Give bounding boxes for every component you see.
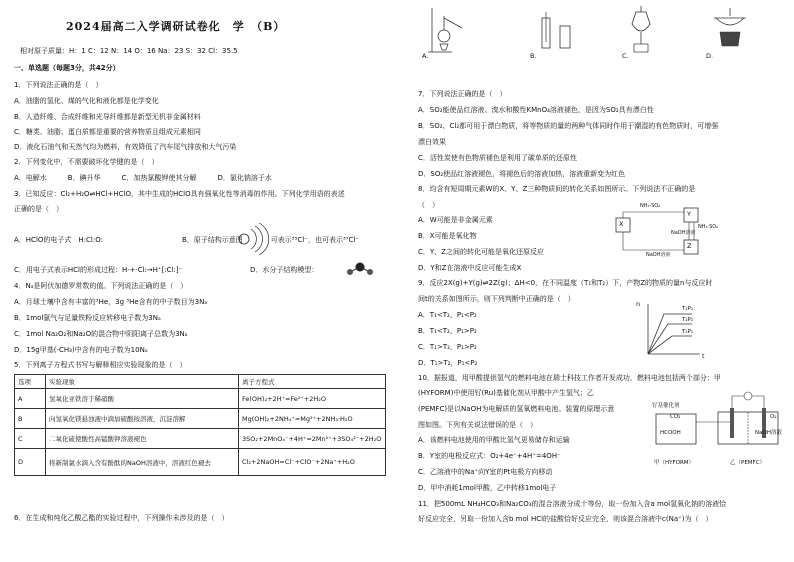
q8-option-a: A．W可能是非金属元素	[418, 216, 493, 224]
q1-option-d: D．液化石油气和天然气均为燃料，有效降低了汽车尾气排放和大气污染	[14, 143, 237, 151]
table-cell: D	[15, 449, 46, 476]
q10-option-b: B．Y室的电极反应式：O₂+4e⁻+4H⁺=4OH⁻	[418, 452, 561, 460]
q9-option-b: B．T₁<T₂，P₁>P₂	[418, 327, 477, 335]
apparatus-d-evaporation	[710, 6, 750, 50]
fig9-curve-label: T₂P₁	[682, 306, 694, 312]
q3-stem: 3．已知反应：Cl₂+H₂O⇌HCl+HClO，其中生成的HClO具有强氧化性等消毒的作用。下列化学用语的表述	[14, 190, 345, 198]
q7-option-a: A．SO₂能使品红溶液、溴水和酸性KMnO₄溶液褪色，是因为SO₂具有漂白性	[418, 106, 654, 114]
q9-option-c: C．T₁>T₂，P₁>P₂	[418, 343, 477, 351]
q9-stem: 9．反应2X(g)+Y(g)⇌2Z(g)；ΔH<0，在不同温度（T₁和T₂）下，产物Z的物质的量n与反应时	[418, 279, 713, 287]
paper-title: 2024届高二入学调研试卷化 学 （B）	[66, 20, 286, 33]
fig9-curve-label: T₂P₂	[682, 317, 694, 323]
fig8-label-mid: NaOH溶液	[671, 230, 696, 236]
table-cell: 氢氧化亚铁溶于稀硝酸	[46, 389, 239, 409]
apparatus-c-separatory-funnel	[628, 4, 654, 54]
table-row	[15, 389, 386, 409]
fig8-label-x: X	[619, 220, 624, 228]
q10-stem-cont1: (HYFORM)中使用钌(Ru)基催化剂从甲酸中产生氢气；乙	[418, 389, 594, 397]
q8-option-c: C．Y、Z之间的转化可能是氧化还原反应	[418, 248, 544, 256]
section-title: 一、单选题（每题3分，共42分）	[14, 64, 120, 72]
q10-stem-cont2: (PEMFC)是以NaOH为电解质的氢氧燃料电池。装置的原理示意	[418, 405, 615, 413]
table-cell: B	[15, 409, 46, 429]
table-cell: 向氢氧化镁悬浊液中滴加硫酸铵溶液，沉淀溶解	[46, 409, 239, 429]
q5-table	[14, 374, 386, 476]
table-header-row	[15, 375, 386, 389]
q7-option-c: C．活性炭使有色物质褪色是利用了碳单质的还原性	[418, 154, 577, 162]
q4-option-b: B．1mol氯气与足量铁粉反应转移电子数为3Nₐ	[14, 314, 161, 322]
q5-stem: 5．下列离子方程式书写与解释相应实验现象的是（ ）	[14, 361, 187, 369]
table-cell: Cl₂+2NaOH=Cl⁻+ClO⁻+2Na⁺+H₂O	[239, 449, 386, 476]
q7-option-b-cont: 漂白效果	[418, 138, 446, 146]
q11-stem: 11．把500mL NH₄HCO₃和Na₂CO₃的混合溶液分成十等份，取一份加入含a mol氢氧化钠的溶液恰	[418, 500, 727, 508]
q6-stem: 6．在生成和纯化乙酸乙酯的实验过程中，下列操作未涉及的是（ ）	[14, 514, 229, 522]
fig10-yi-label: 乙（PEMFC）	[730, 460, 766, 466]
q9-stem-cont: 间t的关系如图所示，则下列判断中正确的是（ ）	[418, 295, 575, 303]
q8-conversion-diagram	[614, 204, 714, 258]
apparatus-label: C.	[622, 52, 629, 60]
q2-options: A．电解水 B．碘升华 C．加热氯酸钾使其分解 D．氯化钠溶于水	[14, 174, 272, 182]
table-cell: 将新制氯水滴入含有酚酞的NaOH溶液中，溶液红色褪去	[46, 449, 239, 476]
q10-option-a: A．该燃料电池使用的甲酸比氢气更易储存和运输	[418, 436, 570, 444]
q1-stem: 1．下列说法正确的是（ ）	[14, 81, 103, 89]
left-column	[14, 0, 386, 562]
q2-stem: 2．下列变化中，不需要破坏化学键的是（ ）	[14, 158, 159, 166]
table-cell: 二氧化硫使酸性高锰酸钾溶液褪色	[46, 429, 239, 449]
q1-option-b: B．人造纤维、合成纤维和光导纤维都是新型无机非金属材料	[14, 113, 201, 121]
q8-option-d: D．Y和Z在溶液中反应可能生成X	[418, 264, 522, 272]
water-molecule-model	[344, 262, 376, 276]
right-column	[418, 0, 790, 562]
q10-fuel-cell-diagram	[650, 388, 786, 456]
table-header: 离子方程式	[239, 375, 386, 389]
fig9-axis-y: n	[636, 300, 641, 308]
q4-option-d: D．15g甲基(-CH₃)中含有的电子数为10Nₐ	[14, 346, 148, 354]
q9-option-d: D．T₁>T₂，P₁<P₂	[418, 359, 478, 367]
q7-stem: 7．下列说法正确的是（ ）	[418, 90, 507, 98]
q10-option-c: C．乙溶液中的Na⁺向Y室的Pt电极方向移动	[418, 468, 553, 476]
fig8-label-top: NH₃·SO₂	[640, 203, 661, 209]
fig9-curve-label: T₁P₁	[682, 329, 694, 335]
q1-option-c: C．糖类、油脂、蛋白质都是重要的营养物质且组成元素相同	[14, 128, 201, 136]
q7-option-d: D．SO₂使品红溶液褪色，将褪色后的溶液加热，溶液重新变为红色	[418, 170, 626, 178]
table-cell: Fe(OH)₂+2H⁺=Fe²⁺+2H₂O	[239, 389, 386, 409]
table-row	[15, 449, 386, 476]
atomic-masses: 相对原子质量：H：1 C：12 N：14 O：16 Na：23 S：32 Cl：35.5	[20, 47, 238, 55]
q3-stem-cont: 正确的是（ ）	[14, 205, 63, 213]
table-header: 实验现象	[46, 375, 239, 389]
table-cell: Mg(OH)₂+2NH₄⁺=Mg²⁺+2NH₃·H₂O	[239, 409, 386, 429]
fig10-o2-label: O₂	[770, 414, 777, 420]
q8-stem: 8．均含有短周期元素W的X、Y、Z三种物质间的转化关系如图所示。下列说法不正确的是	[418, 185, 696, 193]
q1-option-a: A．油脂的氢化、煤的气化和液化都是化学变化	[14, 97, 159, 105]
q10-option-d: D．甲中消耗1mol甲酸，乙中转移1mol电子	[418, 484, 557, 492]
q8-option-b: B．X可能是氧化物	[418, 232, 477, 240]
atom-structure-diagram	[232, 220, 268, 256]
q4-option-a: A．月球土壤中含有丰富的³He，3g ³He含有的中子数目为3Nₐ	[14, 298, 208, 306]
q8-stem-cont: （ ）	[418, 201, 439, 209]
fig10-hcooh-label: HCOOH	[660, 430, 681, 436]
q3-option-b: B．原子结构示意图 可表示³⁵Cl⁻，也可表示³⁷Cl⁻	[182, 236, 360, 244]
q9-option-a: A．T₁<T₂，P₁<P₂	[418, 311, 477, 319]
table-row	[15, 409, 386, 429]
apparatus-a-distillation	[426, 6, 466, 54]
table-row	[15, 429, 386, 449]
table-cell: C	[15, 429, 46, 449]
fig10-jia-label: 甲（HYFORM）	[654, 460, 695, 466]
q4-option-c: C．1mol Na₂O₂和Na₂O的混合物中阴阳离子总数为3Nₐ	[14, 330, 188, 338]
table-cell: A	[15, 389, 46, 409]
q3-option-d: D．水分子结构模型：	[250, 266, 319, 274]
apparatus-label: A.	[422, 52, 429, 60]
q10-stem-cont3: 图如图。下列有关说法错误的是（ ）	[418, 421, 537, 429]
q4-stem: 4．Nₐ是阿伏加德罗常数的值。下列说法正确的是（ ）	[14, 282, 188, 290]
table-cell: 3SO₂+2MnO₄⁻+4H⁺=2Mn²⁺+3SO₄²⁻+2H₂O	[239, 429, 386, 449]
fig10-naoh-label: NaOH溶液	[755, 430, 782, 436]
fig10-co2-label: CO₂	[670, 414, 681, 420]
apparatus-label: D.	[706, 52, 714, 60]
fig8-label-z: Z	[687, 242, 692, 250]
q3-option-a: A．HClO的电子式 H:Cl:O:	[14, 236, 103, 244]
q10-stem: 10．据报道，用甲酸提供氢气的燃料电池在瑞士科技工作者开发成功，燃料电池包括两个部分：甲	[418, 374, 721, 382]
apparatus-label: B.	[530, 52, 537, 60]
fig8-label-bottom: NaOH溶液	[646, 252, 671, 258]
table-header: 选项	[15, 375, 46, 389]
fig9-axis-x: t	[702, 352, 705, 360]
apparatus-b-collection	[536, 12, 576, 52]
q3-option-c: C．用电子式表示HCl的形成过程：H·+·Cl:→H⁺[:Cl:]⁻	[14, 266, 183, 274]
q7-option-b: B．SO₂、Cl₂都可用于漂白物质，将等物质的量的两种气体同时作用于潮湿的有色物质时，可增强	[418, 122, 719, 130]
fig8-label-y: Y	[687, 210, 691, 218]
q11-stem-cont: 好反应完全，另取一份加入含b mol HCl的盐酸恰好反应完全，则该混合溶液中c(Na⁺)为（ ）	[418, 515, 713, 523]
fig10-catalyst-label: 钌基催化剂	[652, 403, 680, 409]
fig8-label-right: NH₃·SO₂	[698, 224, 719, 230]
